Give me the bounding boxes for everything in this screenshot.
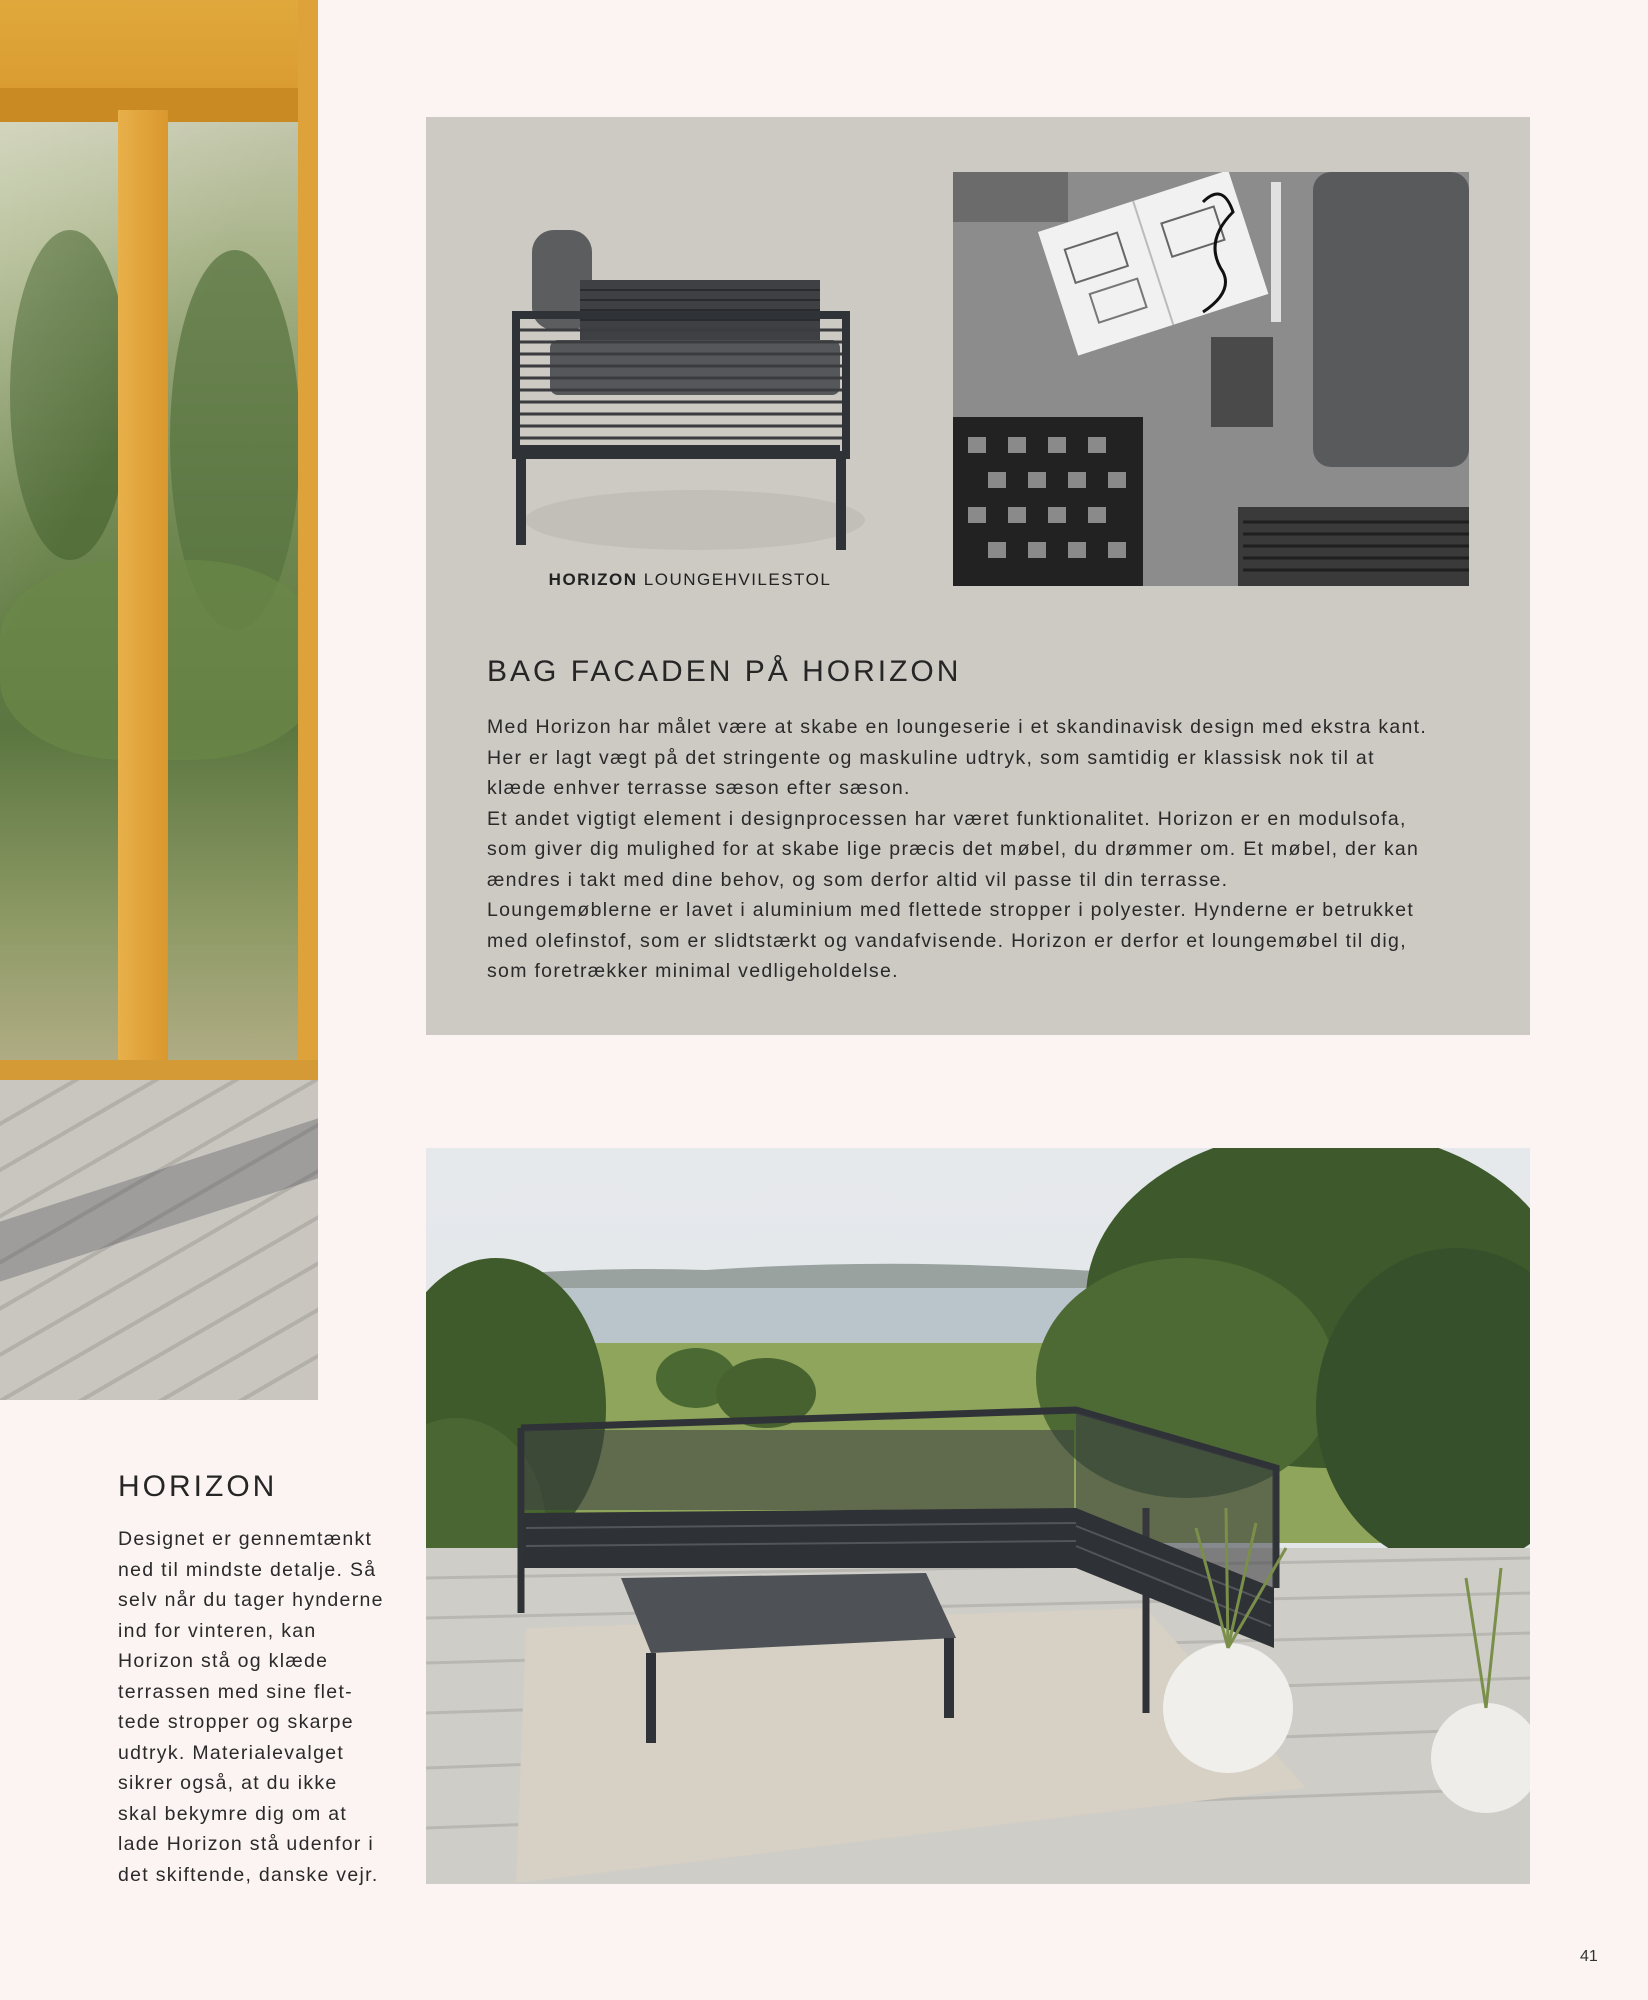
body-line: klæde enhver terrasse sæson efter sæson.	[487, 777, 911, 799]
terrace-photo	[426, 1148, 1530, 1884]
side-line: udtryk. Materialevalget	[118, 1741, 345, 1764]
side-body	[118, 1524, 408, 1890]
side-title: HORIZON	[118, 1470, 278, 1503]
chair-caption	[480, 570, 900, 590]
moodboard-photo	[953, 172, 1469, 586]
body-line: ændres i takt med dine behov, og som derfor altid vil passe til din terrasse.	[487, 868, 1229, 891]
section-title: BAG FACADEN PÅ HORIZON	[487, 655, 962, 688]
side-line: ind for vinteren, kan	[118, 1619, 317, 1642]
section-body	[487, 712, 1487, 987]
sunroom-photo	[0, 0, 318, 1400]
side-line: ned til mindste detalje. Så	[118, 1558, 377, 1581]
window-post	[118, 110, 168, 1080]
body-line: Et andet vigtigt element i designprocessen har været funktionalitet. Horizon er en modulsofa,	[487, 807, 1407, 830]
window-post-right	[298, 0, 318, 1180]
side-line: lade Horizon stå udenfor i	[118, 1833, 375, 1855]
side-line: sikrer også, at du ikke	[118, 1772, 338, 1794]
side-line: tede stropper og skarpe	[118, 1711, 354, 1733]
side-line: Designet er gennemtænkt	[118, 1528, 373, 1550]
chair-type: LOUNGEHVILESTOL	[643, 570, 832, 589]
body-line: Med Horizon har målet være at skabe en loungeserie i et skandinavisk design med ekstra kant.	[487, 716, 1428, 738]
side-line: det skiftende, danske vejr.	[118, 1863, 379, 1886]
side-line: Horizon stå og klæde	[118, 1650, 329, 1672]
side-line: selv når du tager hynderne	[118, 1589, 384, 1611]
chair-name: HORIZON	[548, 570, 638, 589]
body-line: Loungemøblerne er lavet i aluminium med flettede stropper i polyester. Hynderne er betrukket	[487, 899, 1415, 921]
side-line: skal bekymre dig om at	[118, 1802, 348, 1825]
lounge-chair-illustration	[510, 230, 870, 570]
page-number: 41	[1580, 1948, 1598, 1965]
body-line: med olefinstof, som er slidtstærkt og vandafvisende. Horizon er derfor et loungemøbel til dig,	[487, 929, 1407, 952]
body-line: Her er lagt vægt på det stringente og maskuline udtryk, som samtidig er klassisk nok til at	[487, 746, 1375, 769]
body-line: som giver dig mulighed for at skabe lige præcis det møbel, du drømmer om. Et møbel, der kan	[487, 838, 1420, 860]
side-line: terrassen med sine flet-	[118, 1680, 353, 1703]
body-line: som foretrækker minimal vedligeholdelse.	[487, 960, 899, 982]
